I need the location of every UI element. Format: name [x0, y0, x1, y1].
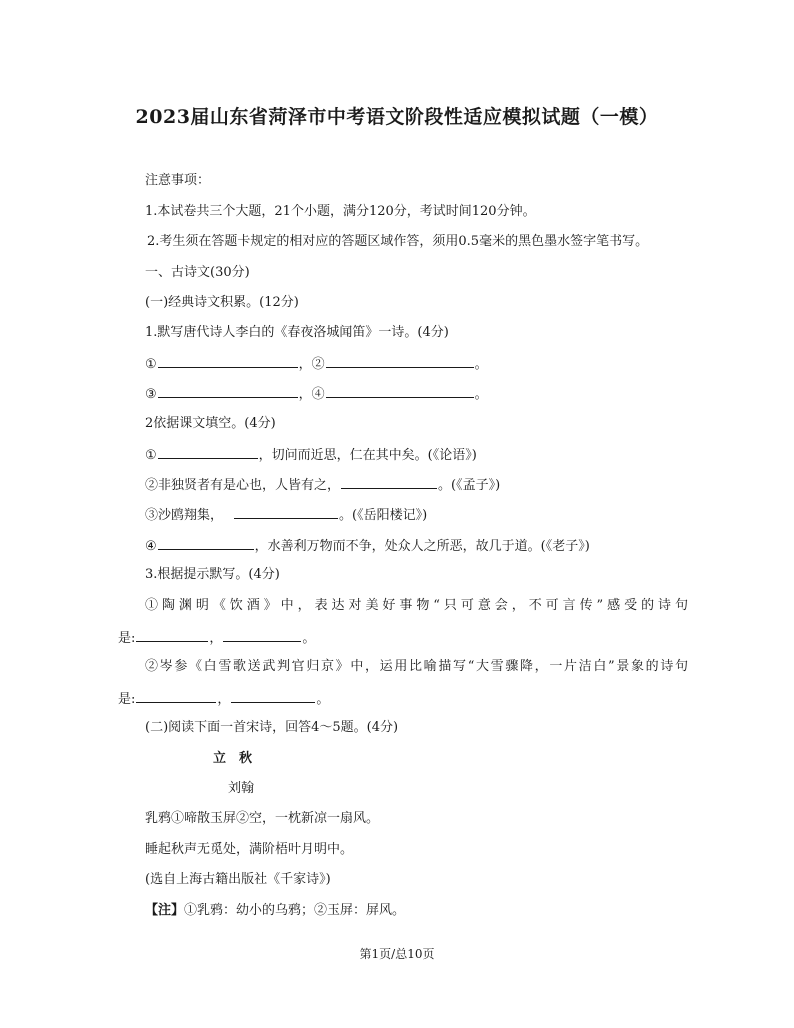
marker-3: ③ [145, 387, 157, 402]
question-2-item-c [145, 505, 427, 525]
marker-1: ① [145, 357, 157, 372]
notice-header: 注意事项： [145, 173, 211, 188]
answer-blank-1[interactable] [158, 354, 298, 368]
marker-d: ④ [145, 539, 157, 554]
answer-blank-2a[interactable] [158, 445, 258, 459]
row-end: 。 [474, 387, 488, 402]
page-number: 第1页/总10页 [359, 947, 435, 961]
item-a-text: ，切问而近思，仁在其中矣。(《论语》) [258, 448, 477, 463]
answer-blank-3a1[interactable] [136, 628, 208, 642]
answer-prefix: 是: [118, 631, 136, 646]
notice-item-1: 1.本试卷共三个大题，21个小题，满分120分，考试时间120分钟。 [145, 204, 536, 219]
item-c-text: ③沙鸥翔集， [145, 508, 224, 523]
poem-source: (选自上海古籍出版社《千家诗》) [145, 872, 331, 887]
note-label: 【注】 [145, 903, 185, 918]
answer-prefix: 是: [118, 692, 136, 707]
section-1-title: 一、古诗文(30分) [145, 265, 250, 280]
answer-blank-3[interactable] [158, 384, 298, 398]
question-1-row-1 [145, 354, 488, 374]
row-end: 。 [302, 631, 316, 646]
item-b-text: ②非独贤者有是心也，人皆有之， [145, 478, 341, 493]
answer-blank-3b2[interactable] [231, 689, 315, 703]
item-d-text: ，水善利万物而不争，处众人之所恶，故几于道。(《老子》) [254, 539, 590, 554]
question-1-row-2 [145, 384, 488, 404]
poem-title: 立 秋 [213, 751, 253, 766]
poem-author: 刘翰 [228, 781, 255, 796]
question-3-item-a-answer [118, 628, 315, 648]
question-3-item-b-answer [118, 689, 329, 709]
answer-blank-2d[interactable] [158, 536, 254, 550]
question-3-item-b: ②岑参《白雪歌送武判官归京》中，运用比喻描写“大雪骤降，一片洁白”景象的诗句 [145, 659, 688, 674]
answer-blank-3b1[interactable] [136, 689, 216, 703]
separator: ， [209, 631, 223, 646]
poem-line-2: 睡起秋声无觅处，满阶梧叶月明中。 [145, 842, 354, 857]
part-1-title: (一)经典诗文积累。(12分) [145, 295, 299, 310]
question-2-item-a [145, 445, 477, 465]
answer-blank-2[interactable] [326, 354, 474, 368]
question-1-prompt: 1.默写唐代诗人李白的《春夜洛城闻笛》一诗。(4分) [145, 325, 449, 340]
question-2-item-d [145, 536, 590, 556]
poem-line-1: 乳鸦①啼散玉屏②空，一枕新凉一扇风。 [145, 811, 380, 826]
question-2-item-b [145, 475, 500, 495]
question-3-item-a: ①陶渊明《饮酒》中，表达对美好事物“只可意会，不可言传”感受的诗句 [145, 598, 688, 613]
row-end: 。 [474, 357, 488, 372]
answer-blank-2c[interactable] [234, 505, 338, 519]
question-2-prompt: 2依据课文填空。(4分) [145, 416, 276, 431]
answer-blank-2b[interactable] [341, 475, 437, 489]
part-2-title: (二)阅读下面一首宋诗，回答4～5题。(4分) [145, 720, 399, 735]
row-end: 。 [316, 692, 330, 707]
marker-2: ，② [298, 357, 325, 372]
note-text: ①乳鸦：幼小的乌鸦；②玉屏：屏风。 [184, 903, 406, 918]
separator: ， [217, 692, 231, 707]
answer-blank-3a2[interactable] [223, 628, 301, 642]
marker-4: ，④ [298, 387, 325, 402]
item-c-end: 。(《岳阳楼记》) [339, 508, 428, 523]
item-b-end: 。(《孟子》) [438, 478, 501, 493]
page-title: 2023届山东省菏泽市中考语文阶段性适应模拟试题（一模） [135, 106, 659, 128]
notice-item-2: 2.考生须在答题卡规定的相对应的答题区域作答，须用0.5毫米的黑色墨水签字笔书写。 [147, 234, 649, 249]
question-3-prompt: 3.根据提示默写。(4分) [145, 567, 280, 582]
answer-blank-4[interactable] [326, 384, 474, 398]
marker-a: ① [145, 448, 157, 463]
poem-note [145, 902, 405, 920]
